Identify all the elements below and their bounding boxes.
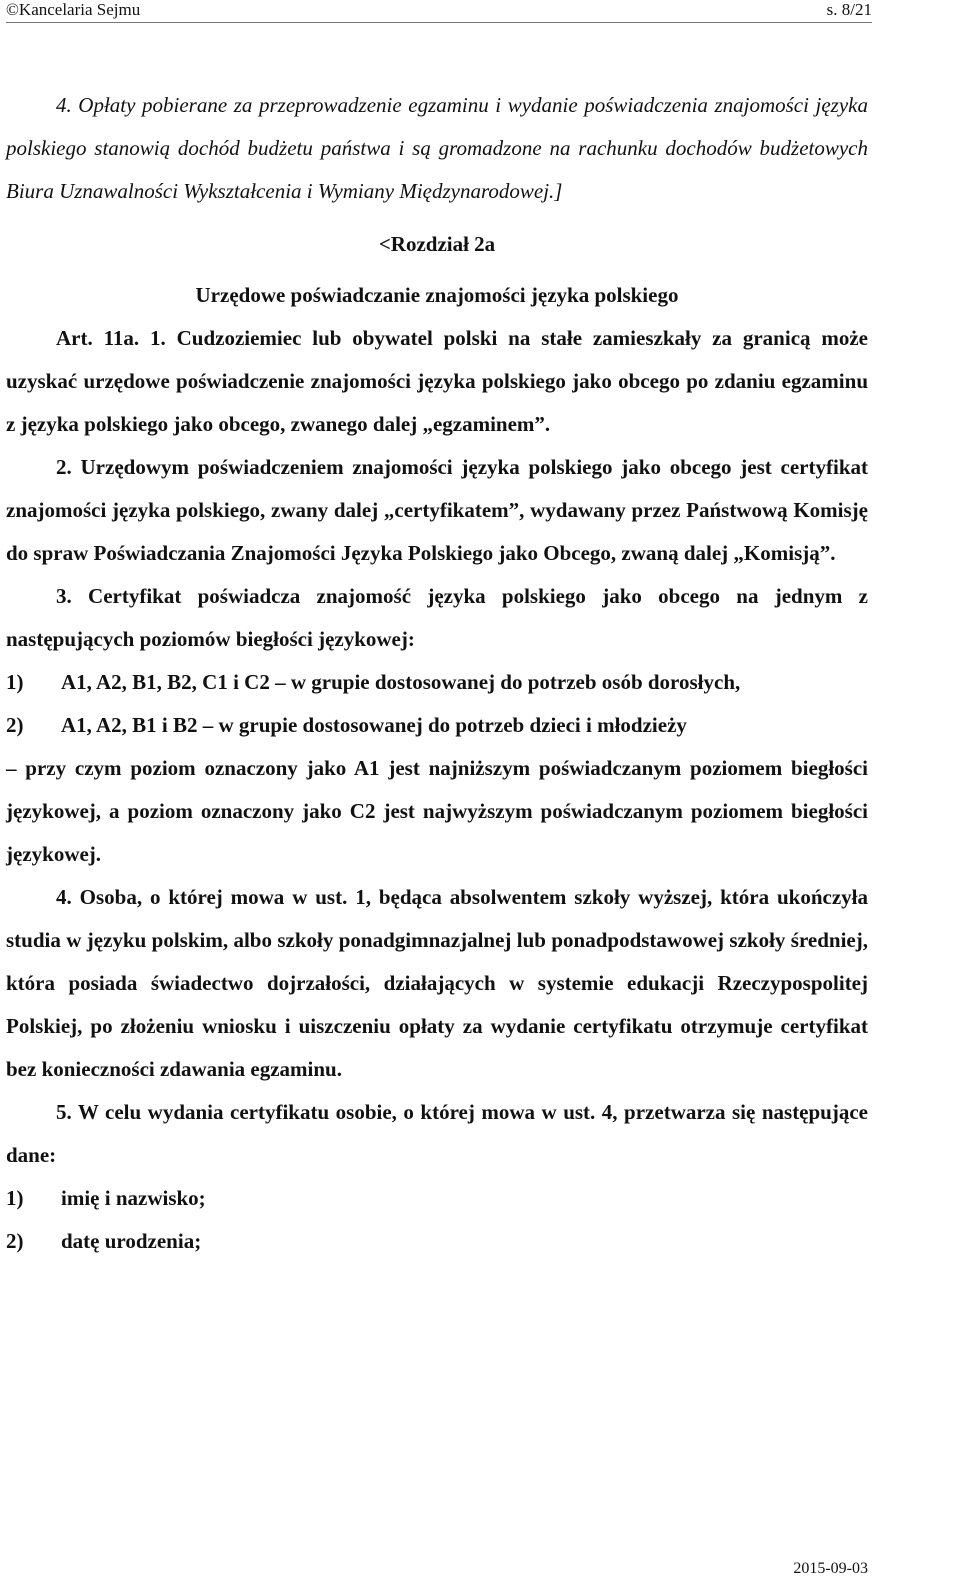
publisher-label: ©Kancelaria Sejmu — [6, 0, 141, 19]
article-11a-ust-4: 4. Osoba, o której mowa w ust. 1, będąca absolwentem szkoły wyższej, która ukończyła studia w języku polskim, albo szkoły ponadgimnazjalnej lub ponadpodstawowej szkoły średniej, która posiada świadectwo dojrzałości, działających w systemie edukacji Rzeczypospolitej Polskiej, po złożeniu wniosku i uiszczeniu opłaty za wydanie certyfikatu otrzymuje certyfikat bez konieczności zdawania egzaminu. — [6, 885, 868, 1081]
list-item — [6, 661, 868, 704]
article-11a-ust-3: 3. Certyfikat poświadcza znajomość języka polskiego jako obcego na jednym z następujących poziomów biegłości językowej: — [6, 584, 868, 651]
page-header — [6, 0, 872, 23]
list-item — [6, 704, 868, 747]
list-item-number: 2) — [6, 713, 24, 737]
article-11a-ust-2: 2. Urzędowym poświadczeniem znajomości języka polskiego jako obcego jest certyfikat znajomości języka polskiego, zwany dalej „certyfikatem”, wydawany przez Państwową Komisję do spraw Poświadczania Znajomości Języka Polskiego jako Obcego, zwaną dalej „Komisją”. — [6, 455, 868, 565]
list-item-number: 1) — [6, 1186, 24, 1210]
article-11a-ust-1: Art. 11a. 1. Cudzoziemiec lub obywatel polski na stałe zamieszkały za granicą może uzyskać urzędowe poświadczenie znajomości języka polskiego jako obcego po zdaniu egzaminu z języka polskiego jako obcego, zwanego dalej „egzaminem”. — [6, 326, 868, 436]
chapter-number: <Rozdział 2a — [378, 232, 496, 256]
article-11a-ust-5: 5. W celu wydania certyfikatu osobie, o której mowa w ust. 4, przetwarza się następujące dane: — [6, 1100, 868, 1167]
list-item-text: datę urodzenia; — [61, 1229, 202, 1253]
paragraph-ust-4-repealed: 4. Opłaty pobierane za przeprowadzenie egzaminu i wydanie poświadczenia znajomości języka polskiego stanowią dochód budżetu państwa i są gromadzone na rachunku dochodów budżetowych Biura Uznawalności Wykształcenia i Wymiany Międzynarodowej.] — [6, 93, 868, 203]
article-11a-ust-3-tail: – przy czym poziom oznaczony jako A1 jest najniższym poświadczanym poziomem biegłości językowej, a poziom oznaczony jako C2 jest najwyższym poświadczanym poziomem biegłości językowej. — [6, 756, 868, 866]
list-item — [6, 1220, 868, 1263]
list-item-number: 1) — [6, 670, 24, 694]
list-item-number: 2) — [6, 1229, 24, 1253]
footer-date: 2015-09-03 — [793, 1560, 868, 1577]
page-number: s. 8/21 — [826, 0, 872, 19]
chapter-title: Urzędowe poświadczanie znajomości języka polskiego — [195, 283, 679, 307]
list-item-text: A1, A2, B1 i B2 – w grupie dostosowanej do potrzeb dzieci i młodzieży — [61, 713, 687, 737]
list-item — [6, 1177, 868, 1220]
list-item-text: imię i nazwisko; — [61, 1186, 206, 1210]
document-body — [6, 84, 868, 1263]
list-item-text: A1, A2, B1, B2, C1 i C2 – w grupie dostosowanej do potrzeb osób dorosłych, — [61, 670, 741, 694]
